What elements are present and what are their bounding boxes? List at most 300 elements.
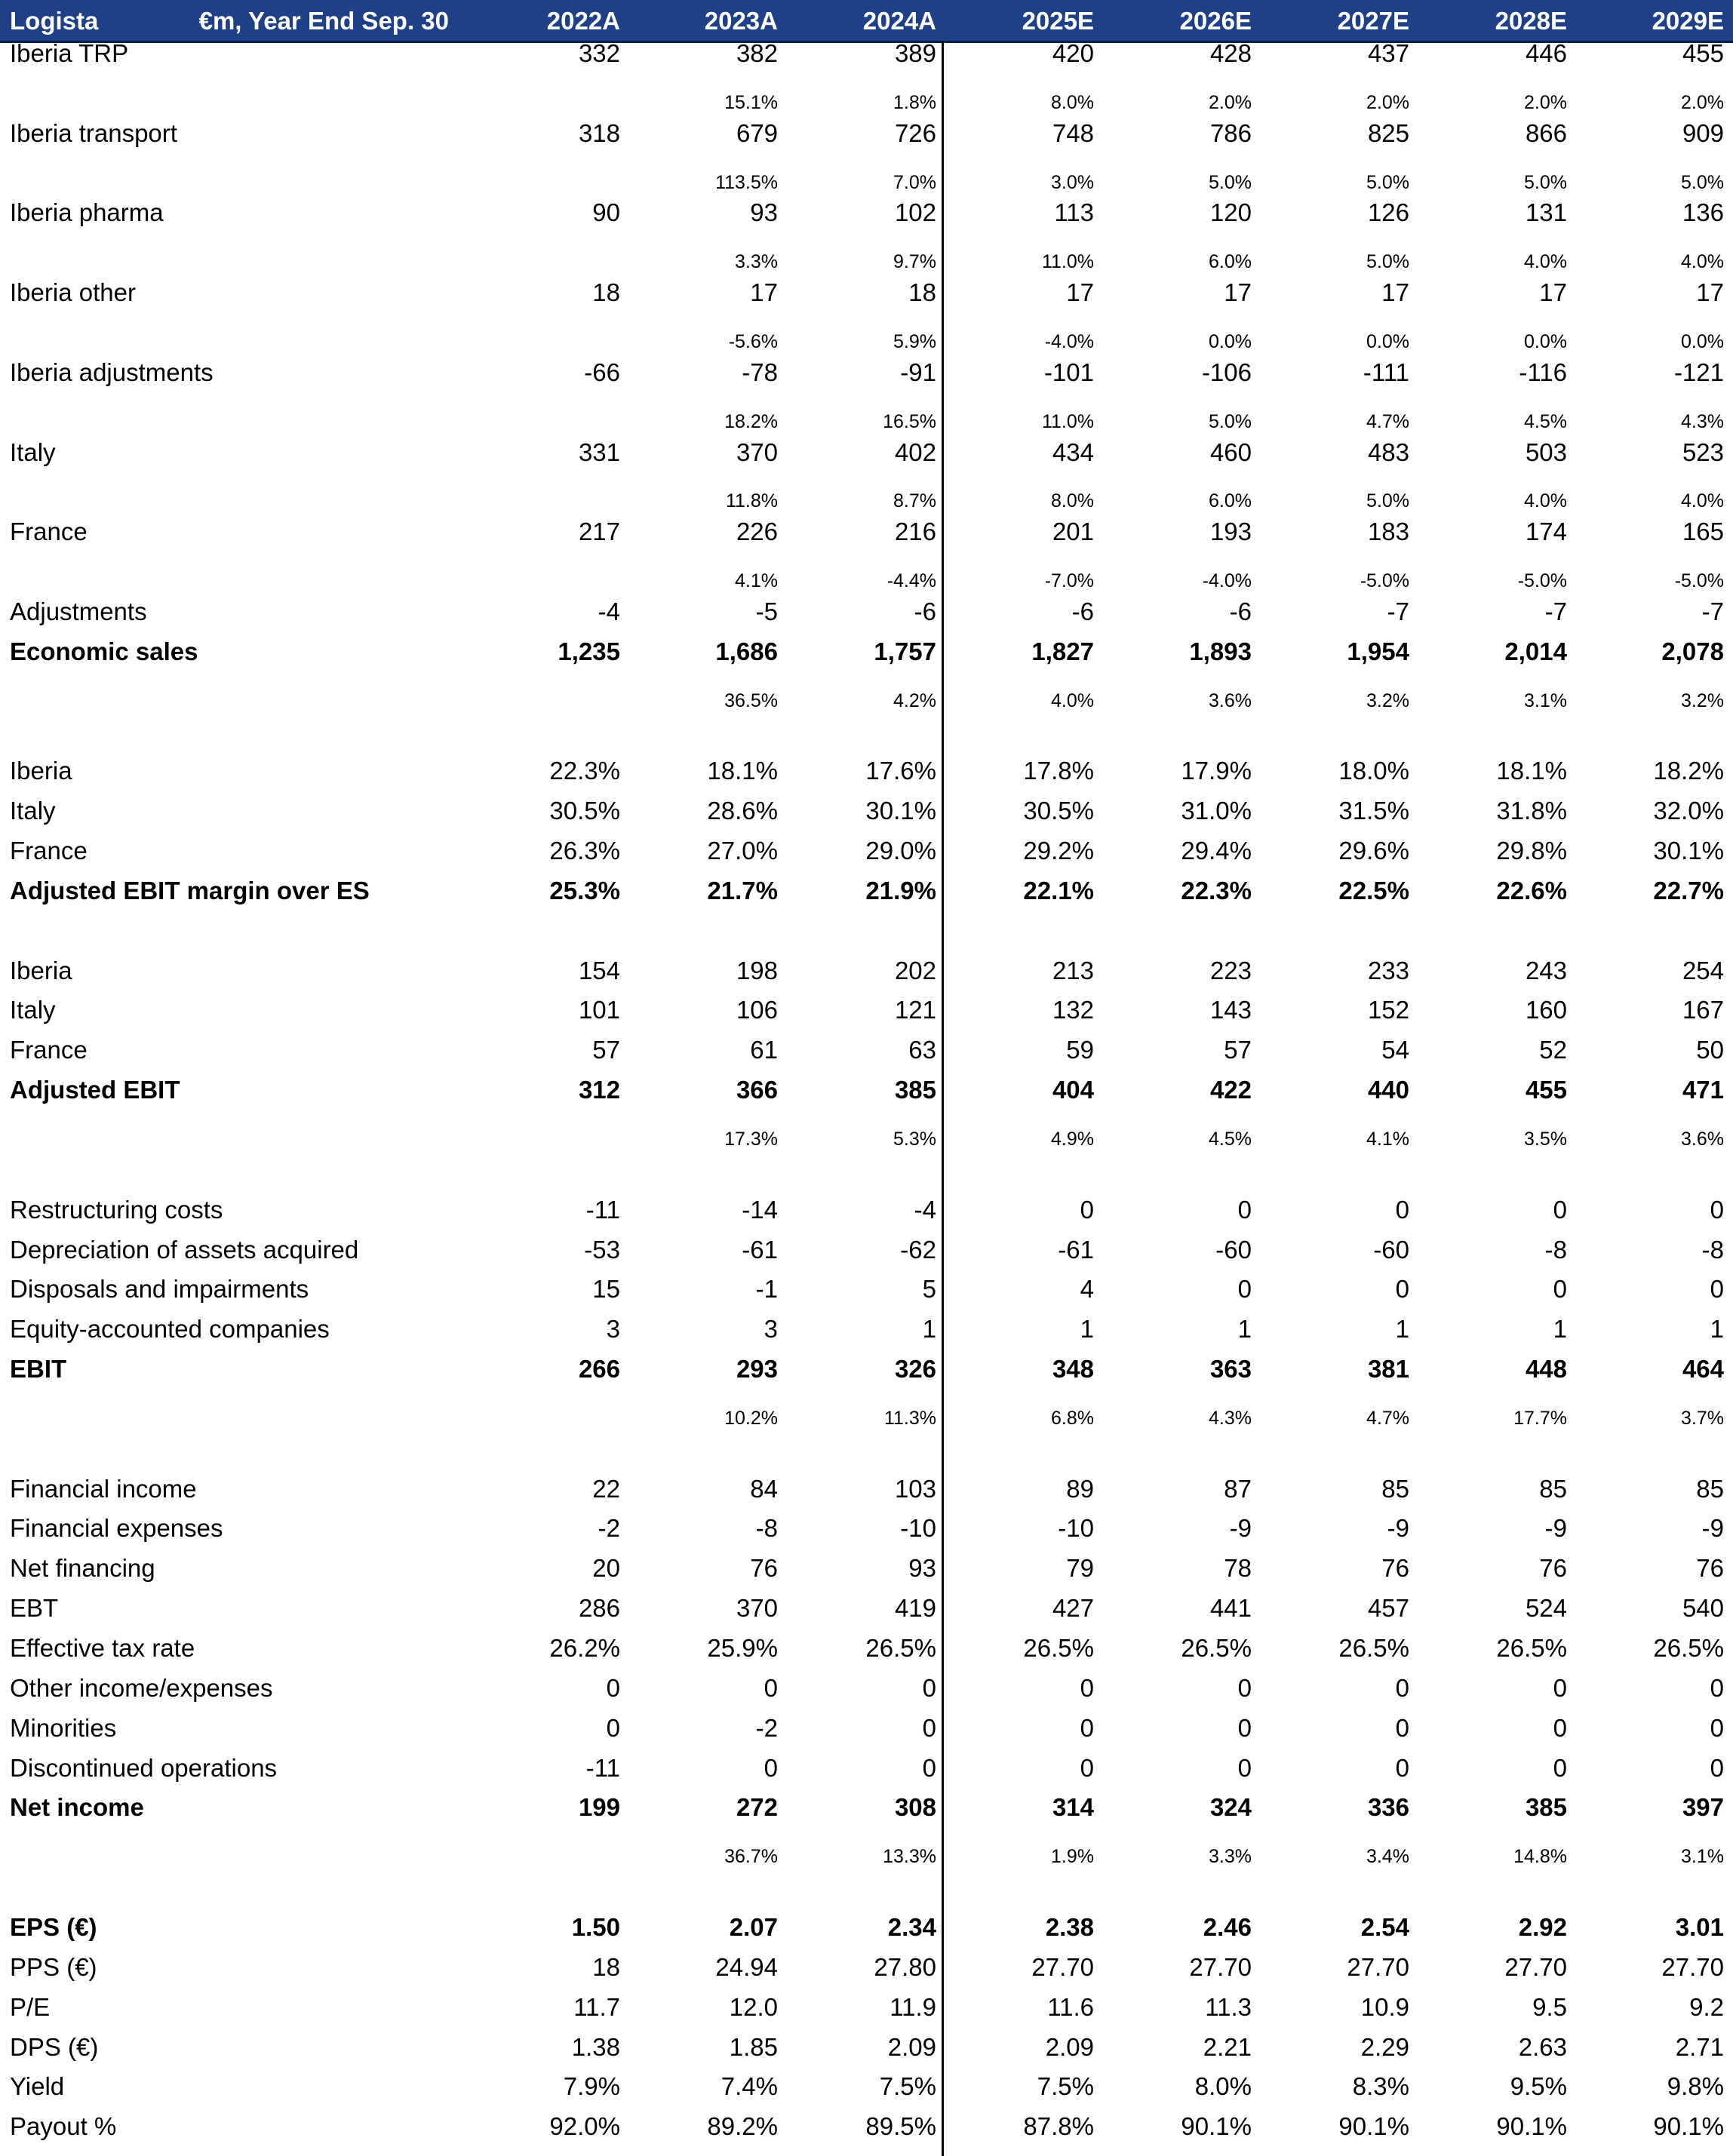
growth-cell: 5.0%: [1366, 251, 1409, 273]
value-cell: 1: [1237, 1315, 1252, 1344]
growth-cell: 3.2%: [1681, 689, 1724, 711]
value-cell: -7: [1701, 597, 1724, 625]
value-cell: 2.71: [1675, 2032, 1724, 2061]
value-cell: 30.1%: [1653, 837, 1724, 865]
value-cell: 382: [736, 39, 778, 67]
value-cell: 0: [1710, 1713, 1724, 1742]
growth-row: [0, 479, 1733, 519]
table-row: [0, 798, 1733, 838]
growth-cell: -4.0%: [1202, 570, 1252, 592]
growth-cell: 4.0%: [1681, 251, 1724, 273]
value-cell: 120: [1209, 198, 1252, 227]
value-cell: -14: [742, 1195, 778, 1224]
value-cell: 8.3%: [1352, 2072, 1409, 2101]
value-cell: 143: [1209, 996, 1252, 1024]
value-cell: -6: [1229, 597, 1252, 625]
value-cell: 27.0%: [707, 837, 778, 865]
value-cell: 314: [1052, 1793, 1094, 1822]
row-label: France: [10, 518, 88, 546]
value-cell: 266: [578, 1355, 620, 1384]
value-cell: 293: [736, 1355, 778, 1384]
value-cell: 2.09: [1045, 2032, 1094, 2061]
value-cell: 21.9%: [865, 876, 936, 904]
value-cell: 26.5%: [1338, 1634, 1409, 1662]
value-cell: 331: [578, 438, 620, 466]
value-cell: 54: [1381, 1036, 1409, 1064]
value-cell: -2: [598, 1514, 620, 1543]
value-cell: -9: [1229, 1514, 1252, 1543]
growth-cell: 4.0%: [1051, 689, 1094, 711]
value-cell: 464: [1682, 1355, 1724, 1384]
row-label: Net financing: [10, 1554, 155, 1583]
value-cell: -61: [742, 1235, 778, 1264]
spacer-row: [0, 1436, 1733, 1476]
growth-cell: 5.0%: [1209, 171, 1252, 193]
value-cell: 216: [894, 518, 936, 546]
value-cell: 18.1%: [707, 757, 778, 785]
growth-cell: -4.0%: [1044, 330, 1094, 352]
value-cell: 165: [1682, 518, 1724, 546]
value-cell: 397: [1682, 1793, 1724, 1822]
value-cell: 0: [1553, 1275, 1567, 1304]
value-cell: 866: [1525, 118, 1567, 147]
value-cell: 0: [1553, 1673, 1567, 1702]
value-cell: -8: [755, 1514, 778, 1543]
value-cell: 202: [894, 956, 936, 984]
value-cell: 233: [1367, 956, 1409, 984]
growth-cell: 5.9%: [893, 330, 936, 352]
value-cell: 243: [1525, 956, 1567, 984]
value-cell: -2: [755, 1713, 778, 1742]
value-cell: 9.8%: [1667, 2072, 1724, 2101]
table-row: [0, 997, 1733, 1037]
row-label: France: [10, 837, 88, 865]
row-label: Financial income: [10, 1474, 197, 1503]
value-cell: 308: [894, 1793, 936, 1822]
value-cell: 121: [894, 996, 936, 1024]
growth-cell: 113.5%: [715, 171, 778, 193]
row-label: Iberia adjustments: [10, 358, 214, 386]
value-cell: -8: [1701, 1235, 1724, 1264]
growth-cell: 4.3%: [1209, 1407, 1252, 1429]
table-row: [0, 1516, 1733, 1556]
total-row: [0, 1795, 1733, 1835]
growth-row: [0, 1835, 1733, 1875]
growth-cell: 15.1%: [724, 91, 778, 113]
value-cell: 404: [1052, 1076, 1094, 1104]
growth-cell: 10.2%: [724, 1407, 778, 1429]
value-cell: 7.5%: [879, 2072, 936, 2101]
value-cell: 385: [894, 1076, 936, 1104]
value-cell: 1: [1080, 1315, 1094, 1344]
value-cell: 12.0: [729, 1992, 778, 2021]
growth-cell: 6.0%: [1209, 490, 1252, 512]
growth-cell: -4.4%: [886, 570, 936, 592]
growth-cell: 4.2%: [893, 689, 936, 711]
growth-row: [0, 240, 1733, 280]
value-cell: 3.01: [1675, 1912, 1724, 1941]
value-cell: 0: [1395, 1195, 1409, 1224]
total-row: [0, 878, 1733, 918]
value-cell: 0: [1710, 1275, 1724, 1304]
value-cell: 85: [1696, 1474, 1724, 1503]
value-cell: 87.8%: [1023, 2112, 1094, 2141]
value-cell: 89: [1066, 1474, 1094, 1503]
value-cell: 0: [922, 1753, 936, 1782]
value-cell: 21.7%: [707, 876, 778, 904]
value-cell: 61: [750, 1036, 778, 1064]
value-cell: 419: [894, 1594, 936, 1623]
value-cell: 160: [1525, 996, 1567, 1024]
value-cell: 0: [1553, 1713, 1567, 1742]
growth-row: [0, 679, 1733, 719]
value-cell: 20: [592, 1554, 620, 1583]
table-row: [0, 41, 1733, 81]
growth-cell: 17.3%: [724, 1128, 778, 1150]
value-cell: 825: [1367, 118, 1409, 147]
value-cell: 76: [1696, 1554, 1724, 1583]
value-cell: -91: [900, 358, 936, 386]
value-cell: 27.70: [1661, 1952, 1724, 1981]
value-cell: 503: [1525, 438, 1567, 466]
value-cell: 17: [1381, 278, 1409, 307]
value-cell: 152: [1367, 996, 1409, 1024]
value-cell: 1,686: [715, 637, 778, 665]
value-cell: 0: [1237, 1275, 1252, 1304]
value-cell: 441: [1209, 1594, 1252, 1623]
value-cell: -6: [1071, 597, 1094, 625]
value-cell: 29.8%: [1496, 837, 1567, 865]
growth-cell: 4.9%: [1051, 1128, 1094, 1150]
value-cell: 909: [1682, 118, 1724, 147]
spacer-row: [0, 1875, 1733, 1915]
value-cell: 7.5%: [1037, 2072, 1094, 2101]
value-cell: 29.0%: [865, 837, 936, 865]
value-cell: -121: [1673, 358, 1724, 386]
table-row: [0, 280, 1733, 320]
year-header: 2023A: [704, 7, 778, 35]
value-cell: -10: [1058, 1514, 1094, 1543]
growth-cell: 4.0%: [1524, 490, 1567, 512]
value-cell: -61: [1058, 1235, 1094, 1264]
value-cell: 0: [1395, 1673, 1409, 1702]
value-cell: 27.70: [1347, 1952, 1409, 1981]
value-cell: 389: [894, 39, 936, 67]
growth-cell: 5.0%: [1209, 410, 1252, 432]
value-cell: 0: [606, 1713, 620, 1742]
value-cell: 457: [1367, 1594, 1409, 1623]
growth-cell: 5.0%: [1524, 171, 1567, 193]
value-cell: -7: [1387, 597, 1409, 625]
growth-row: [0, 161, 1733, 201]
row-label: Other income/expenses: [10, 1673, 273, 1702]
value-cell: 786: [1209, 118, 1252, 147]
value-cell: 193: [1209, 518, 1252, 546]
value-cell: 0: [1395, 1753, 1409, 1782]
value-cell: 22.7%: [1653, 876, 1724, 904]
value-cell: 17: [1066, 278, 1094, 307]
value-cell: 76: [1381, 1554, 1409, 1583]
spacer-row: [0, 1157, 1733, 1197]
company-name: Logista: [10, 7, 99, 35]
growth-cell: 16.5%: [883, 410, 936, 432]
growth-cell: 0.0%: [1681, 330, 1724, 352]
row-label: EPS (€): [10, 1912, 97, 1941]
value-cell: 2.38: [1045, 1912, 1094, 1941]
value-cell: 385: [1525, 1793, 1567, 1822]
year-header: 2022A: [546, 7, 620, 35]
value-cell: 132: [1052, 996, 1094, 1024]
value-cell: 30.5%: [1023, 797, 1094, 825]
value-cell: 17.6%: [865, 757, 936, 785]
value-cell: 1,954: [1347, 637, 1409, 665]
value-cell: 26.5%: [1023, 1634, 1094, 1662]
growth-row: [0, 81, 1733, 121]
value-cell: 0: [764, 1753, 778, 1782]
value-cell: 52: [1539, 1036, 1567, 1064]
value-cell: 2.07: [729, 1912, 778, 1941]
value-cell: -53: [584, 1235, 620, 1264]
row-label: EBIT: [10, 1355, 67, 1384]
value-cell: 483: [1367, 438, 1409, 466]
value-cell: 136: [1682, 198, 1724, 227]
value-cell: 17.8%: [1023, 757, 1094, 785]
value-cell: 9.2: [1689, 1992, 1724, 2021]
value-cell: 324: [1209, 1793, 1252, 1822]
growth-cell: 11.3%: [883, 1407, 936, 1429]
value-cell: 0: [1080, 1195, 1094, 1224]
value-cell: -11: [585, 1753, 620, 1782]
row-label: DPS (€): [10, 2032, 99, 2061]
growth-cell: 3.4%: [1366, 1846, 1409, 1868]
row-label: Payout %: [10, 2112, 117, 2141]
growth-cell: 4.0%: [1524, 251, 1567, 273]
growth-cell: 3.1%: [1524, 689, 1567, 711]
value-cell: -78: [742, 358, 778, 386]
row-label: Discontinued operations: [10, 1753, 278, 1782]
row-label: Adjusted EBIT margin over ES: [10, 876, 370, 904]
value-cell: 90.1%: [1338, 2112, 1409, 2141]
value-cell: 113: [1054, 198, 1094, 227]
table-row: [0, 1992, 1733, 2035]
row-label: Italy: [10, 438, 56, 466]
value-cell: 79: [1066, 1554, 1094, 1583]
row-label: Iberia: [10, 757, 72, 785]
value-cell: 84: [750, 1474, 778, 1503]
value-cell: 76: [750, 1554, 778, 1583]
value-cell: 446: [1525, 39, 1567, 67]
value-cell: 1: [922, 1315, 936, 1344]
value-cell: 7.4%: [721, 2072, 778, 2101]
row-label: Iberia transport: [10, 118, 177, 147]
value-cell: 29.4%: [1181, 837, 1252, 865]
value-cell: 524: [1525, 1594, 1567, 1623]
value-cell: 2.34: [887, 1912, 936, 1941]
growth-row: [0, 559, 1733, 599]
year-header: 2027E: [1337, 7, 1409, 35]
value-cell: 1: [1710, 1315, 1724, 1344]
growth-cell: 7.0%: [893, 171, 936, 193]
row-label: Effective tax rate: [10, 1634, 195, 1662]
growth-cell: 4.5%: [1524, 410, 1567, 432]
growth-cell: 0.0%: [1366, 330, 1409, 352]
value-cell: 427: [1052, 1594, 1094, 1623]
value-cell: -111: [1363, 358, 1409, 386]
value-cell: 2.46: [1203, 1912, 1252, 1941]
value-cell: 1.50: [571, 1912, 620, 1941]
row-label: Disposals and impairments: [10, 1275, 309, 1304]
value-cell: -11: [585, 1195, 620, 1224]
value-cell: 748: [1052, 118, 1094, 147]
growth-cell: -5.0%: [1674, 570, 1724, 592]
value-cell: 336: [1367, 1793, 1409, 1822]
value-cell: 22.1%: [1023, 876, 1094, 904]
value-cell: 2.54: [1360, 1912, 1409, 1941]
value-cell: 101: [578, 996, 620, 1024]
value-cell: -9: [1701, 1514, 1724, 1543]
growth-cell: 4.7%: [1366, 1407, 1409, 1429]
growth-cell: 18.2%: [724, 410, 778, 432]
value-cell: 381: [1367, 1355, 1409, 1384]
value-cell: 460: [1209, 438, 1252, 466]
value-cell: 0: [1553, 1195, 1567, 1224]
value-cell: 348: [1052, 1355, 1094, 1384]
value-cell: 2.63: [1518, 2032, 1567, 2061]
value-cell: -8: [1544, 1235, 1567, 1264]
table-row: [0, 200, 1733, 240]
table-row: [0, 958, 1733, 998]
value-cell: 63: [908, 1036, 936, 1064]
table-row: [0, 519, 1733, 559]
growth-cell: 8.0%: [1051, 490, 1094, 512]
value-cell: 1,235: [558, 637, 620, 665]
value-cell: 422: [1209, 1076, 1252, 1104]
total-row: [0, 1077, 1733, 1117]
table-row: [0, 118, 1733, 161]
value-cell: 2,014: [1504, 637, 1567, 665]
value-cell: -4: [598, 597, 620, 625]
value-cell: 31.0%: [1181, 797, 1252, 825]
value-cell: 1,827: [1031, 637, 1094, 665]
value-cell: 11.9: [890, 1992, 936, 2021]
value-cell: 0: [922, 1673, 936, 1702]
table-row: [0, 1675, 1733, 1715]
value-cell: 18: [592, 278, 620, 307]
value-cell: 103: [894, 1474, 936, 1503]
value-cell: 26.2%: [549, 1634, 620, 1662]
value-cell: 437: [1367, 39, 1409, 67]
row-label: P/E: [10, 1992, 51, 2021]
value-cell: 540: [1682, 1594, 1724, 1623]
table-row: [0, 440, 1733, 480]
growth-cell: 1.9%: [1051, 1846, 1094, 1868]
growth-cell: 6.8%: [1051, 1407, 1094, 1429]
growth-cell: -7.0%: [1044, 570, 1094, 592]
growth-row: [0, 320, 1733, 360]
value-cell: 87: [1224, 1474, 1252, 1503]
value-cell: 27.70: [1031, 1952, 1094, 1981]
value-cell: 9.5%: [1510, 2072, 1567, 2101]
value-cell: 18: [908, 278, 936, 307]
growth-row: [0, 1396, 1733, 1436]
row-label: Minorities: [10, 1713, 117, 1742]
growth-cell: 2.0%: [1366, 91, 1409, 113]
row-label: Financial expenses: [10, 1514, 223, 1543]
value-cell: 31.5%: [1338, 797, 1409, 825]
row-label: Italy: [10, 797, 56, 825]
growth-cell: 2.0%: [1681, 91, 1724, 113]
row-label: Iberia TRP: [10, 39, 129, 67]
value-cell: -1: [755, 1275, 778, 1304]
value-cell: 78: [1224, 1554, 1252, 1583]
row-label: Iberia pharma: [10, 198, 164, 227]
value-cell: 198: [736, 956, 778, 984]
value-cell: 2.09: [887, 2032, 936, 2061]
value-cell: 11.6: [1047, 1992, 1094, 2021]
year-header: 2024A: [862, 7, 936, 35]
value-cell: 326: [894, 1355, 936, 1384]
value-cell: 370: [736, 438, 778, 466]
year-header: 2029E: [1652, 7, 1724, 35]
value-cell: 679: [736, 118, 778, 147]
value-cell: 17.9%: [1181, 757, 1252, 785]
spacer-row: [0, 918, 1733, 958]
total-row: [0, 1356, 1733, 1396]
value-cell: 85: [1539, 1474, 1567, 1503]
growth-cell: 3.0%: [1051, 171, 1094, 193]
row-label: Economic sales: [10, 637, 198, 665]
value-cell: 201: [1052, 518, 1094, 546]
value-cell: 2,078: [1661, 637, 1724, 665]
row-label: Yield: [10, 2072, 65, 2101]
growth-cell: 13.3%: [883, 1846, 936, 1868]
growth-cell: 3.6%: [1209, 689, 1252, 711]
value-cell: 24.94: [715, 1952, 778, 1981]
value-cell: 332: [578, 39, 620, 67]
value-cell: 0: [1395, 1275, 1409, 1304]
value-cell: 3: [606, 1315, 620, 1344]
value-cell: 59: [1066, 1036, 1094, 1064]
value-cell: -6: [914, 597, 936, 625]
value-cell: 90.1%: [1653, 2112, 1724, 2141]
growth-cell: 3.2%: [1366, 689, 1409, 711]
value-cell: 1.38: [571, 2032, 620, 2061]
value-cell: 7.9%: [563, 2072, 620, 2101]
growth-cell: 6.0%: [1209, 251, 1252, 273]
value-cell: 11.3: [1205, 1992, 1252, 2021]
growth-cell: 11.0%: [1041, 410, 1094, 432]
value-cell: 17: [1696, 278, 1724, 307]
value-cell: 32.0%: [1653, 797, 1724, 825]
row-label: Net income: [10, 1793, 144, 1822]
table-row: [0, 1596, 1733, 1635]
value-cell: -66: [584, 358, 620, 386]
value-cell: -5: [755, 597, 778, 625]
value-cell: 199: [578, 1793, 620, 1822]
growth-cell: -5.0%: [1360, 570, 1409, 592]
value-cell: 0: [1710, 1673, 1724, 1702]
value-cell: 106: [736, 996, 778, 1024]
value-cell: 0: [764, 1673, 778, 1702]
growth-cell: 9.7%: [893, 251, 936, 273]
growth-cell: 11.8%: [725, 490, 778, 512]
value-cell: 1: [1553, 1315, 1567, 1344]
value-cell: 3: [764, 1315, 778, 1344]
row-label: Adjustments: [10, 597, 147, 625]
value-cell: 318: [578, 118, 620, 147]
value-cell: 312: [578, 1076, 620, 1104]
value-cell: 1,757: [874, 637, 936, 665]
